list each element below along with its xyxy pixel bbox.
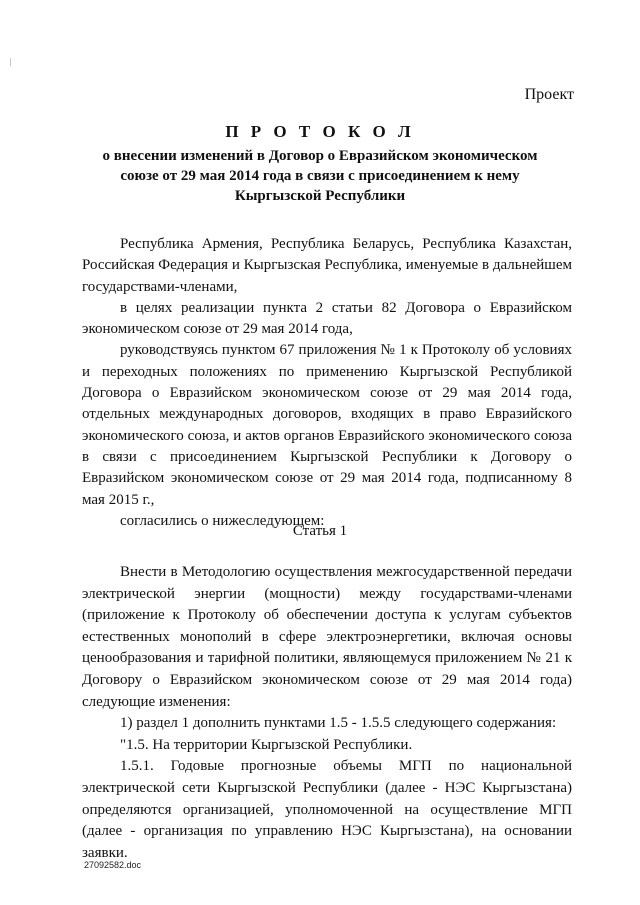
preamble-basis: руководствуясь пунктом 67 приложения № 1 к Протоколу об условиях и переходных положениях по применению Кыргызской Республикой Договора о Евразийском экономическом союзе от 29 мая 2014 года, отдельных международных договоров, входящих в право Евразийского экономического союза, и актов органов Евразийского экономического союза в связи с присоединением Кыргызской Республики к Договору о Евразийском экономическом союзе от 29 мая 2014 года, подписанному 8 мая 2015 г., — [82, 342, 572, 508]
article-paragraph: "1.5. На территории Кыргызской Республики. — [120, 736, 413, 753]
article-body — [82, 562, 572, 864]
draft-label: Проект — [524, 86, 574, 103]
footer-filename: 27092582.doc — [84, 860, 142, 870]
document-title: П Р О Т О К О Л — [225, 122, 415, 141]
preamble-purpose: в целях реализации пункта 2 статьи 82 Договора о Евразийском экономическом союзе от 29 мая 2014 года, — [82, 299, 572, 338]
preamble-agreement: согласились о нижеследующем: — [120, 512, 325, 529]
document-subtitle: о внесении изменений в Договор о Евразийском экономическом союзе от 29 мая 2014 года в связи с присоединением к нему Кыргызской Республики — [102, 148, 538, 204]
scan-edge-mark — [10, 58, 11, 66]
article-paragraph: 1.5.1. Годовые прогнозные объемы МГП по национальной электрической сети Кыргызской Республики (далее - НЭС Кыргызстана) определяются организацией, уполномоченной на осуществление МГП (далее - организация по управлению НЭС Кыргызстана), на основании заявки. — [82, 758, 572, 861]
preamble-parties: Республика Армения, Республика Беларусь, Республика Казахстан, Российская Федерация и Кыргызская Республика, именуемые в дальнейшем государствами-членами, — [82, 236, 572, 295]
article-heading: Статья 1 — [292, 523, 348, 539]
preamble — [82, 234, 572, 532]
article-paragraph: Внести в Методологию осуществления межгосударственной передачи электрической энергии (мощности) между государствами-членами (приложение к Протоколу об обеспечении доступа к услугам субъектов естественных монополий в сфере электроэнергетики, включая основы ценообразования и тарифной политики, являющемуся приложением № 21 к Договору о Евразийском экономическом союзе от 29 мая 2014 года) следующие изменения: — [82, 564, 572, 710]
article-paragraph: 1) раздел 1 дополнить пунктами 1.5 - 1.5.5 следующего содержания: — [120, 715, 557, 732]
